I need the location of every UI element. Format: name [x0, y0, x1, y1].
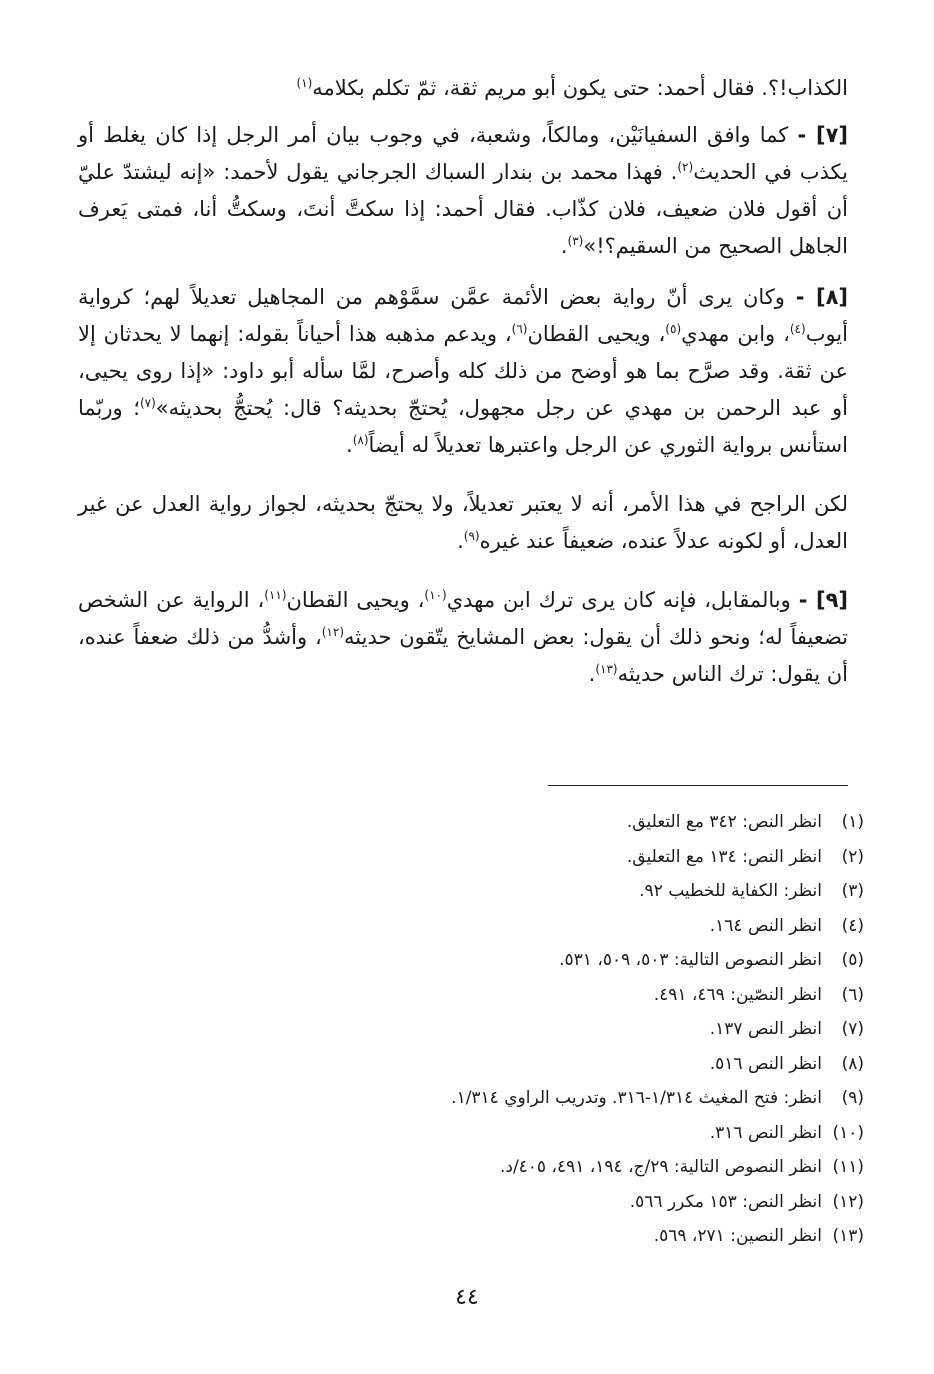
paragraph-9: [78, 582, 848, 693]
paragraph-continuation: [78, 70, 848, 107]
paragraph-opinion: [78, 486, 848, 560]
footnote-ref: (١): [296, 76, 313, 90]
paragraph-8: [78, 279, 848, 464]
footnote-ref: (١٢): [321, 625, 344, 639]
paragraph-text: ؛ وربّما استأنس برواية الثوري عن الرجل واعتبرها تعديلاً له أيضاً: [78, 396, 848, 457]
paragraph-text: ، ويحيى القطان: [286, 588, 425, 612]
footnote: [84, 1185, 864, 1220]
footnote-text: انظر النص ٥١٦.: [709, 1053, 822, 1074]
footnote-number: (٥): [841, 950, 864, 970]
paragraph-text: كما وافق السفيانَيْن، ومالكاً، وشعبة، في وجوب بيان أمر الرجل إذا كان يغلط أو يكذب في الحديث: [78, 123, 848, 184]
punctuation: .: [346, 433, 353, 457]
footnote: [84, 874, 864, 909]
footnotes-list: [84, 805, 864, 1254]
footnote-number: (٨): [841, 1053, 864, 1074]
footnote-number: (١٣): [832, 1226, 864, 1246]
footnote-number: (١): [841, 812, 864, 832]
footnote-number: (١٢): [832, 1191, 864, 1212]
paragraph-text: ، ويدعم مذهبه هذا أحياناً بقوله: إنهما لا يحدثان إلا عن ثقة. وقد صرَّح بما هو أوضح من ذلك كله وأصرح، لمَّا سأله أبو داود: «إذا روى يحيى، أو عبد الرحمن بن مهدي عن رجل مجهول، يُحتجّ بحديثه؟ قال: يُحتجُّ بحديثه»: [78, 322, 848, 420]
footnote: [84, 1150, 864, 1185]
footnote: [84, 805, 864, 840]
punctuation: .: [588, 662, 596, 686]
footnote-text: انظر النصوص التالية: ٥٠٣، ٥٠٩، ٥٣١.: [559, 950, 822, 970]
footnote-number: (١٠): [832, 1122, 864, 1143]
footnote: [84, 943, 864, 978]
footnote-text: انظر: فتح المغيث ١/٣١٤-٣١٦. وتدريب الراوي ١/٣١٤.: [451, 1088, 822, 1108]
footnote-number: (٧): [841, 1019, 864, 1039]
footnote: [84, 1047, 864, 1082]
footnote-text: انظر: الكفاية للخطيب ٩٢.: [639, 881, 822, 901]
section-number: [٩] -: [798, 588, 849, 612]
footnote-ref: (٤): [789, 322, 806, 336]
section-number: [٧] -: [797, 123, 849, 147]
footnote-number: (٩): [841, 1088, 864, 1108]
footnote-number: (١١): [832, 1157, 864, 1177]
footnote: [84, 1116, 864, 1151]
footnote-text: انظر النص: ٣٤٢ مع التعليق.: [626, 812, 822, 832]
footnote: [84, 1219, 864, 1254]
footnote-ref: (٥): [665, 322, 682, 336]
footnote-number: (٤): [841, 915, 864, 936]
punctuation: .: [560, 234, 568, 258]
paragraph-text: وكان يرى أنّ رواية بعض الأئمة عمَّن سمَّوْهم من المجاهيل تعديلاً لهم؛ كرواية أيوب: [78, 285, 848, 346]
footnote-separator: [548, 785, 848, 786]
paragraph-text: . فهذا محمد بن بندار السباك الجرجاني يقول لأحمد: «إنه ليشتدّ عليّ أن أقول فلان ضعيف، فلان كذّاب. فقال أحمد: إذا سكتَّ أنتَ، وسكتُّ أنا، فمتى يَعرف الجاهل الصحيح من السقيم؟!»: [78, 160, 848, 258]
footnote-text: انظر النصين: ٢٧١، ٥٦٩.: [653, 1226, 822, 1246]
paragraph-text: لكن الراجح في هذا الأمر، أنه لا يعتبر تعديلاً، ولا يحتجّ بحديثه، لجواز رواية العدل عن غير العدل، أو لكونه عدلاً عنده، ضعيفاً عند غيره: [78, 492, 848, 553]
footnote-ref: (٦): [511, 322, 528, 336]
footnote: [84, 1081, 864, 1116]
paragraph-text: ، وابن مهدي: [681, 322, 790, 346]
footnote: [84, 909, 864, 944]
footnote: [84, 978, 864, 1013]
footnote-ref: (١٣): [595, 662, 618, 676]
footnote-ref: (٧): [139, 396, 156, 410]
footnote-number: (٣): [841, 881, 864, 901]
paragraph-7: [78, 117, 848, 265]
punctuation: .: [457, 529, 464, 553]
section-number: [٨] -: [795, 285, 848, 309]
footnote-text: انظر النص ١٦٤.: [709, 915, 822, 936]
paragraph-text: وبالمقابل، فإنه كان يرى ترك ابن مهدي: [446, 588, 799, 612]
paragraph-text: الكذاب!؟. فقال أحمد: حتى يكون أبو مريم ثقة، ثمّ تكلم بكلامه: [312, 76, 848, 100]
paragraph-text: ، ويحيى القطان: [527, 322, 666, 346]
footnote-ref: (٨): [352, 433, 369, 447]
footnote: [84, 840, 864, 875]
footnote-text: انظر النصوص التالية: ٢٩/ج، ١٩٤، ٤٩١، ٤٠٥/د.: [499, 1157, 822, 1177]
footnote-ref: (٢): [677, 160, 694, 174]
footnote-text: انظر النصّين: ٤٦٩، ٤٩١.: [653, 984, 822, 1005]
page-body: [78, 70, 848, 707]
footnote-ref: (٣): [567, 234, 584, 248]
footnote-ref: (٩): [463, 529, 480, 543]
footnote-number: (٢): [841, 846, 864, 867]
footnote-number: (٦): [841, 984, 864, 1005]
footnote-text: انظر النص: ١٣٤ مع التعليق.: [626, 846, 822, 867]
footnote-ref: (١٠): [424, 588, 447, 602]
paragraph-text: ، وأشدُّ من ذلك ضعفاً عنده، أن يقول: ترك الناس حديثه: [78, 625, 848, 686]
footnote-text: انظر النص: ١٥٣ مكرر ٥٦٦.: [629, 1191, 822, 1212]
page-number: ٤٤: [455, 1285, 479, 1310]
footnote-ref: (١١): [264, 588, 287, 602]
paragraph-text: ، الرواية عن الشخص تضعيفاً له؛ ونحو ذلك أن يقول: بعض المشايخ يتّقون حديثه: [78, 588, 848, 649]
footnote-text: انظر النص ١٣٧.: [709, 1019, 822, 1039]
footnote: [84, 1012, 864, 1047]
footnote-text: انظر النص ٣١٦.: [709, 1122, 822, 1143]
